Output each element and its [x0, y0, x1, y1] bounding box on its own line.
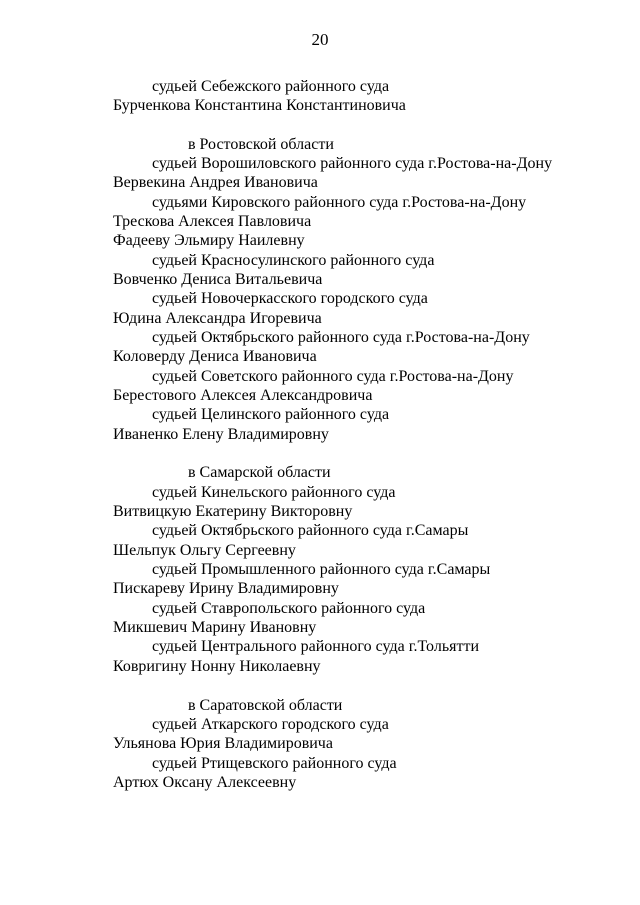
- judge-name: Шельпук Ольгу Сергеевну: [113, 542, 296, 559]
- page-number: 20: [311, 30, 329, 49]
- judge-name: Иваненко Елену Владимировну: [113, 426, 329, 443]
- judge-name: Берестового Алексея Александровича: [113, 387, 373, 404]
- region-heading: в Ростовской области: [188, 136, 334, 153]
- judge-name: Микшевич Марину Ивановну: [113, 619, 317, 636]
- court-line: судьей Кинельского районного суда: [152, 484, 396, 501]
- court-line: судьями Кировского районного суда г.Ростова-на-Дону: [152, 194, 527, 211]
- judge-name: Вовченко Дениса Витальевича: [113, 271, 323, 288]
- judge-name: Ульянова Юрия Владимировича: [113, 735, 333, 752]
- court-line: судьей Себежского районного суда: [152, 78, 390, 95]
- judge-name: Вервекина Андрея Ивановича: [113, 174, 318, 191]
- court-line: судьей Октябрьского районного суда г.Самары: [152, 522, 469, 539]
- judge-name: Коловерду Дениса Ивановича: [113, 348, 317, 365]
- court-line: судьей Октябрьского районного суда г.Ростова-на-Дону: [152, 329, 530, 346]
- judge-name: Юдина Александра Игоревича: [113, 310, 322, 327]
- judge-name: Витвицкую Екатерину Викторовну: [113, 503, 353, 520]
- judge-name: Бурченкова Константина Константиновича: [113, 97, 406, 114]
- region-heading: в Саратовской области: [188, 697, 343, 714]
- court-line: судьей Целинского районного суда: [152, 406, 390, 423]
- court-line: судьей Центрального районного суда г.Тольятти: [152, 638, 480, 655]
- court-line: судьей Аткарского городского суда: [152, 716, 389, 733]
- judge-name: Пискареву Ирину Владимировну: [113, 580, 339, 597]
- judge-name: Артюх Оксану Алексеевну: [113, 774, 297, 791]
- court-line: судьей Советского районного суда г.Ростова-на-Дону: [152, 368, 514, 385]
- judge-name: Трескова Алексея Павловича: [113, 213, 312, 230]
- court-line: судьей Ставропольского районного суда: [152, 600, 426, 617]
- court-line: судьей Ворошиловского районного суда г.Ростова-на-Дону: [152, 155, 553, 172]
- court-line: судьей Промышленного районного суда г.Самары: [152, 561, 491, 578]
- judge-name: Фадееву Эльмиру Наилевну: [113, 232, 305, 249]
- court-line: судьей Ртищевского районного суда: [152, 755, 397, 772]
- judge-name: Ковригину Нонну Николаевну: [113, 658, 321, 675]
- court-line: судьей Красносулинского районного суда: [152, 252, 435, 269]
- court-line: судьей Новочеркасского городского суда: [152, 290, 428, 307]
- region-heading: в Самарской области: [188, 464, 331, 481]
